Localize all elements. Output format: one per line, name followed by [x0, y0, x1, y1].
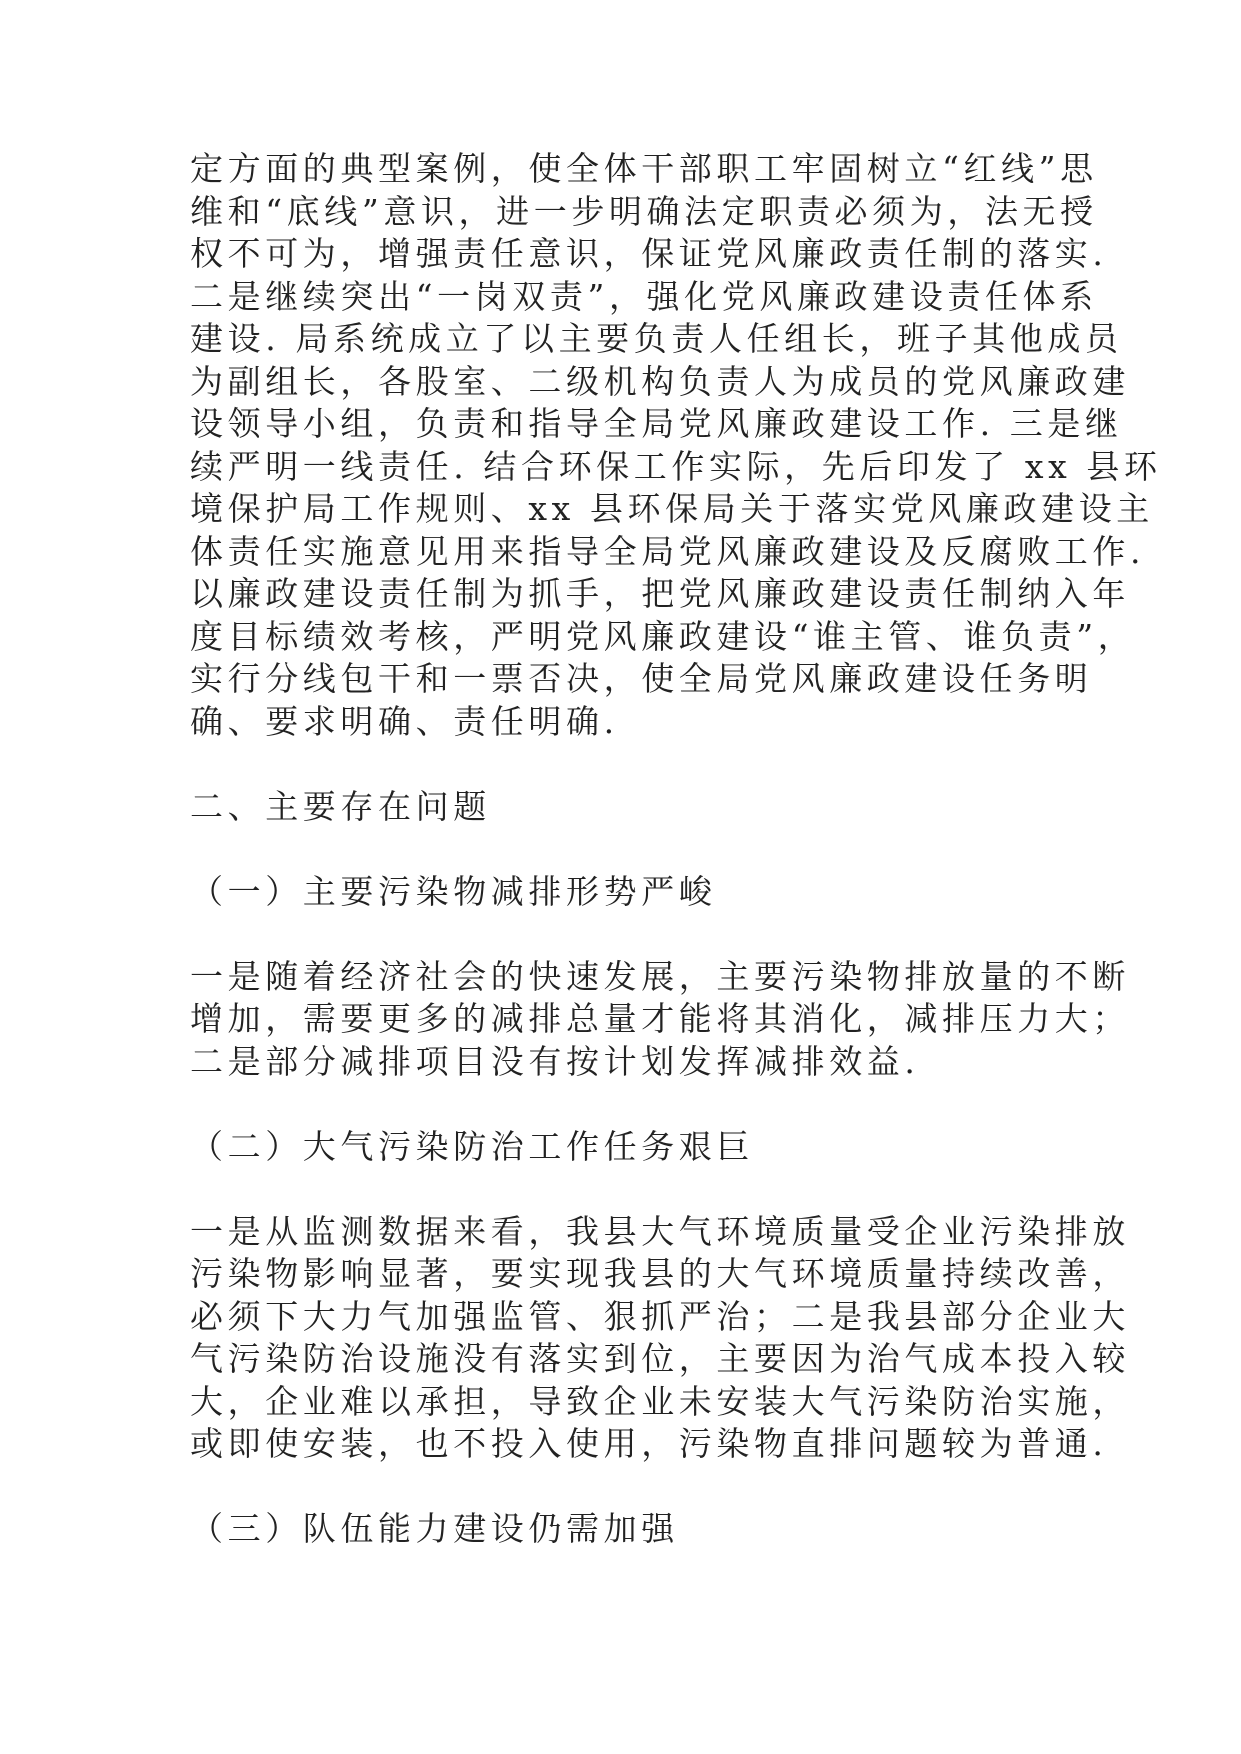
section-heading: 二、主要存在问题 [190, 786, 491, 826]
text-line: 续严明一线责任. 结合环保工作实际，先后印发了 xx 县环 [190, 446, 1162, 486]
subsection-heading-3: （三）队伍能力建设仍需加强 [190, 1509, 679, 1548]
text-line: 污染物影响显著，要实现我县的大气环境质量持续改善， [190, 1254, 1130, 1293]
text-line: 二是部分减排项目没有按计划发挥减排效益. [190, 1041, 920, 1081]
text-line: 确、要求明确、责任明确. [190, 701, 619, 741]
paragraph-gap [190, 913, 1050, 956]
text-line: 度目标绩效考核，严明党风廉政建设“谁主管、谁负责”， [190, 616, 1136, 656]
text-line: 设领导小组，负责和指导全局党风廉政建设工作. 三是继 [190, 404, 1123, 443]
text-line: 建设. 局系统成立了以主要负责人任组长，班子其他成员 [190, 319, 1123, 358]
text-line: 实行分线包干和一票否决，使全局党风廉政建设任务明 [190, 659, 1093, 698]
text-line: 大，企业难以承担，导致企业未安装大气污染防治实施， [190, 1381, 1130, 1421]
text-line: 定方面的典型案例，使全体干部职工牢固树立“红线”思 [190, 149, 1098, 188]
paragraph-party-responsibility [190, 148, 1162, 743]
text-line: 或即使安装，也不投入使用，污染物直排问题较为普通. [190, 1424, 1108, 1463]
text-line: 境保护局工作规则、xx 县环保局关于落实党风廉政建设主 [190, 489, 1154, 528]
paragraph-gap [190, 828, 1050, 871]
text-line: 为副组长，各股室、二级机构负责人为成员的党风廉政建 [190, 361, 1130, 401]
text-line: 体责任实施意见用来指导全局党风廉政建设及反腐败工作. [190, 531, 1146, 571]
paragraph-air-pollution [190, 1211, 1130, 1466]
paragraph-gap [190, 743, 1050, 786]
paragraph-gap [190, 1168, 1050, 1211]
text-line: 一是从监测数据来看，我县大气环境质量受企业污染排放 [190, 1211, 1130, 1251]
paragraph-gap [190, 1083, 1050, 1126]
text-line: 维和“底线”意识，进一步明确法定职责必须为，法无授 [190, 191, 1098, 231]
paragraph-emission-reduction [190, 956, 1130, 1084]
paragraph-gap [190, 1466, 1050, 1509]
document-body [190, 148, 1162, 1551]
text-line: 二是继续突出“一岗双责”，强化党风廉政建设责任体系 [190, 276, 1098, 316]
text-line: 以廉政建设责任制为抓手，把党风廉政建设责任制纳入年 [190, 574, 1130, 613]
text-line: 一是随着经济社会的快速发展，主要污染物排放量的不断 [190, 956, 1130, 996]
text-line: 气污染防治设施没有落实到位，主要因为治气成本投入较 [190, 1339, 1130, 1378]
text-line: 必须下大力气加强监管、狠抓严治；二是我县部分企业大 [190, 1296, 1130, 1336]
text-line: 权不可为，增强责任意识，保证党风廉政责任制的落实. [190, 234, 1108, 273]
subsection-heading-2: （二）大气污染防治工作任务艰巨 [190, 1126, 754, 1166]
subsection-heading-1: （一）主要污染物减排形势严峻 [190, 871, 717, 911]
text-line: 增加，需要更多的减排总量才能将其消化，减排压力大； [190, 999, 1130, 1038]
